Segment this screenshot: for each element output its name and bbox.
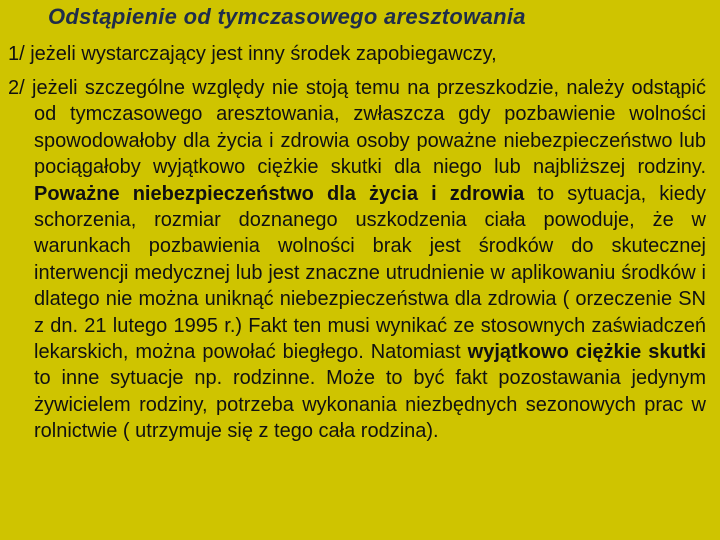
- item2-text-1: 2/ jeżeli szczególne względy nie stoją temu na przeszkodzie, należy odstąpić od tymczasowego aresztowania, zwłaszcza gdy pozbawienie wolności spowodowałoby dla życia i zdrowia osoby poważne niebezpieczeństwo lub pociągałoby wyjątkowo ciężkie skutki dla niego lub najbliższej rodziny.: [8, 77, 706, 179]
- item2-bold-2: wyjątkowo ciężkie skutki: [467, 341, 707, 364]
- item2-bold-1: Poważne niebezpieczeństwo dla życia i zdrowia: [34, 182, 525, 205]
- slide-title: Odstąpienie od tymczasowego aresztowania: [48, 4, 526, 29]
- list-item-1: 1/ jeżeli wystarczający jest inny środek zapobiegawczy,: [8, 43, 497, 65]
- list-item-2: [8, 75, 706, 445]
- item2-text-2: to sytuacja, kiedy schorzenia, rozmiar doznanego uszkodzenia ciała powoduje, że w warunkach pozbawienia wolności brak jest środków do skutecznej interwencji medycznej lub jest znaczne utrudnienie w aplikowaniu środków i dlatego nie można uniknąć niebezpieczeństwa dla zdrowia ( orzeczenie SN z dn. 21 lutego 1995 r.) Fakt ten musi wynikać ze stosownych zaświadczeń lekarskich, można powołać biegłego. Natomiast: [34, 182, 706, 364]
- item2-text-3: to inne sytuacje np. rodzinne. Może to być fakt pozostawania jedynym żywicielem rodziny, potrzeba wykonania niezbędnych sezonowych prac w rolnictwie ( utrzymuje się z tego cała rodzina).: [34, 367, 706, 443]
